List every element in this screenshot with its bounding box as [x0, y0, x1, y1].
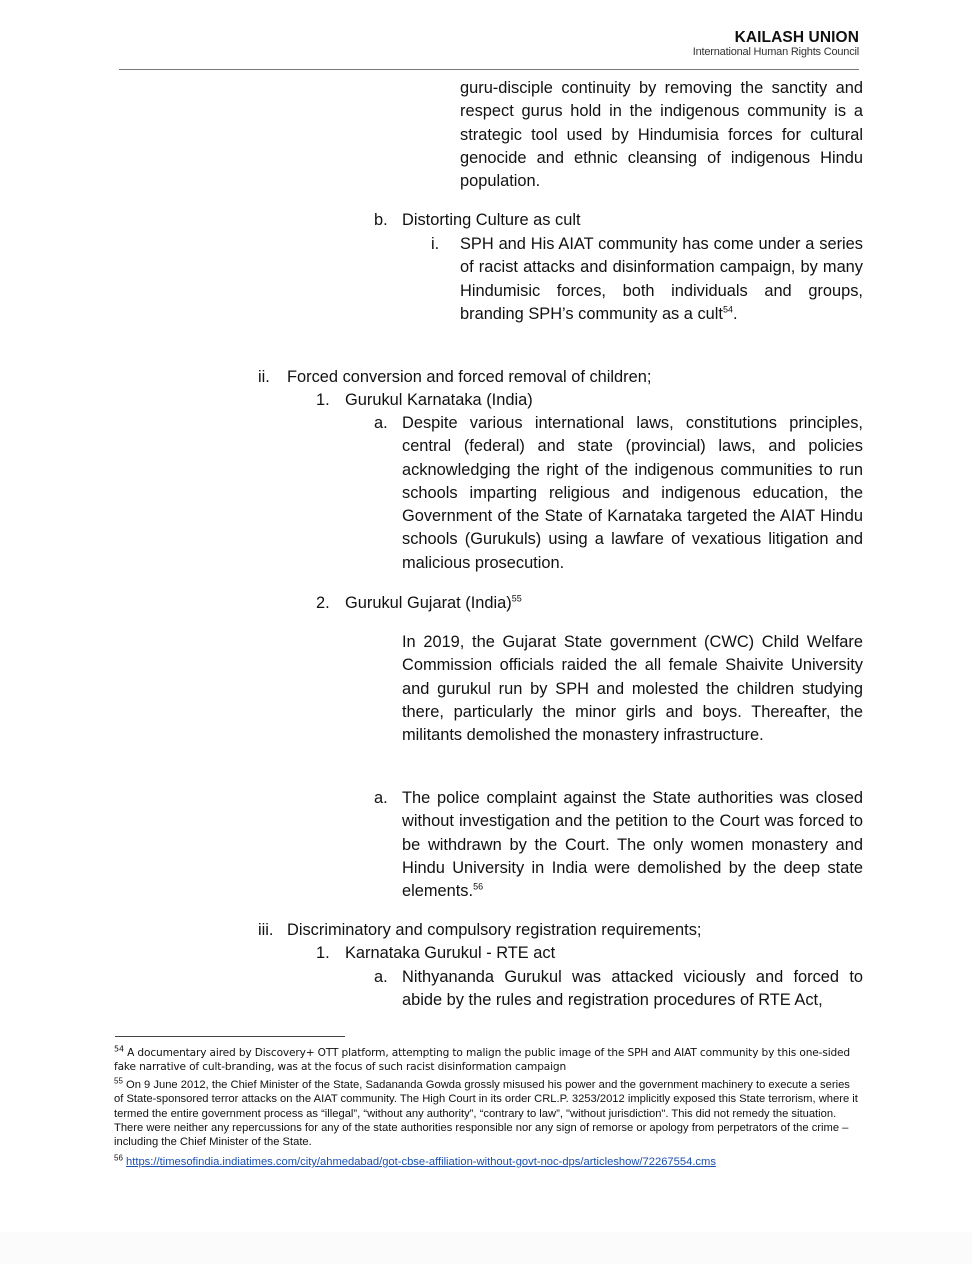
list-marker-b: b.	[374, 211, 388, 229]
list-marker-a: a.	[374, 789, 388, 807]
list-marker-a: a.	[374, 414, 388, 432]
heading-gurukul-karnataka: Gurukul Karnataka (India)	[345, 391, 533, 409]
paragraph-text: The police complaint against the State authorities was closed without investigation and the petition to the Court was forced to be withdrawn by the Court. The only women monastery and Hindu University in India were demolished by the deep state elements.	[402, 789, 863, 901]
paragraph-karnataka-lawfare: Despite various international laws, constitutions principles, central (federal) and state (provincial) laws, and policies acknowledging the right of the indigenous communities to run schools imparting religious and indigenous education, the Government of the State of Karnataka targeted the AIAT Hindu schools (Gurukuls) using a lawfare of vexatious litigation and malicious prosecution.	[402, 414, 863, 572]
list-marker-1: 1.	[316, 944, 330, 962]
list-marker-ii: ii.	[258, 368, 270, 386]
list-marker-i: i.	[431, 235, 440, 253]
continuation-paragraph: guru-disciple continuity by removing the sanctity and respect gurus hold in the indigenous community is a strategic tool used by Hindumisia forces for cultural genocide and ethnic cleansing of indigenous Hindu population.	[460, 79, 863, 191]
heading-discriminatory-registration: Discriminatory and compulsory registration requirements;	[287, 921, 702, 939]
heading-distorting-culture: Distorting Culture as cult	[402, 211, 581, 229]
footnote-56	[114, 1155, 862, 1169]
punctuation: .	[733, 304, 738, 323]
paragraph-police-complaint	[402, 787, 863, 903]
footnote-54	[114, 1046, 862, 1075]
heading-gurukul-gujarat	[345, 592, 522, 615]
heading-karnataka-rte: Karnataka Gurukul - RTE act	[345, 944, 556, 962]
paragraph-rte-act: Nithyananda Gurukul was attacked viciously and forced to abide by the rules and registration procedures of RTE Act,	[402, 968, 863, 1010]
paragraph-cult-attacks	[460, 233, 863, 326]
page-bottom-edge	[0, 1232, 972, 1264]
footnote-ref-54[interactable]: 54	[722, 304, 733, 315]
org-name: KAILASH UNION	[734, 29, 859, 46]
paragraph-text: SPH and His AIAT community has come under a series of racist attacks and disinformation campaign, by many Hindumisic forces, both individuals and groups, branding SPH’s community as a cult	[460, 235, 863, 323]
list-marker-1: 1.	[316, 391, 330, 409]
list-marker-iii: iii.	[258, 921, 274, 939]
heading-text: Gurukul Gujarat (India)	[345, 594, 512, 612]
footnote-number: 55	[114, 1076, 123, 1086]
header-divider	[119, 69, 859, 70]
footnote-ref-56[interactable]: 56	[473, 881, 484, 892]
footnote-number: 56	[114, 1153, 123, 1163]
heading-forced-conversion: Forced conversion and forced removal of children;	[287, 368, 652, 386]
list-marker-2: 2.	[316, 594, 330, 612]
list-marker-a: a.	[374, 968, 388, 986]
footnote-link[interactable]: https://timesofindia.indiatimes.com/city/ahmedabad/got-cbse-affiliation-without-govt-noc-dps/articleshow/72267554.cms	[126, 1156, 716, 1168]
footnote-ref-55[interactable]: 55	[511, 593, 522, 604]
footnote-divider	[115, 1036, 345, 1037]
org-subtitle: International Human Rights Council	[692, 46, 859, 58]
page-header	[693, 30, 859, 58]
footnote-text: A documentary aired by Discovery+ OTT platform, attempting to malign the public image of the SPH and AIAT community by this one-sided fake narrative of cult-branding, was at the focus of such racist disinformation campaign	[114, 1047, 850, 1074]
footnote-55	[114, 1078, 862, 1149]
footnote-number: 54	[114, 1044, 124, 1054]
footnote-text: On 9 June 2012, the Chief Minister of the State, Sadananda Gowda grossly misused his power and the government machinery to execute a series of State-sponsored terror attacks on the AIAT community. The High Court in its order CRL.P. 3253/2012 implicitly exposed this State terrorism, where it termed the entire government process as “illegal”, “without any authority”, “contrary to law”, "without jurisdiction". This did not remedy the situation. There were neither any repercussions for any of the state authorities responsible nor any sign of remorse or apology from perpetrators of the crime – including the Chief Minister of the State.	[114, 1079, 858, 1149]
paragraph-gujarat-raid: In 2019, the Gujarat State government (CWC) Child Welfare Commission officials raided the all female Shaivite University and gurukul run by SPH and molested the children studying there, particularly the minor girls and boys. Thereafter, the militants demolished the monastery infrastructure.	[402, 633, 863, 745]
